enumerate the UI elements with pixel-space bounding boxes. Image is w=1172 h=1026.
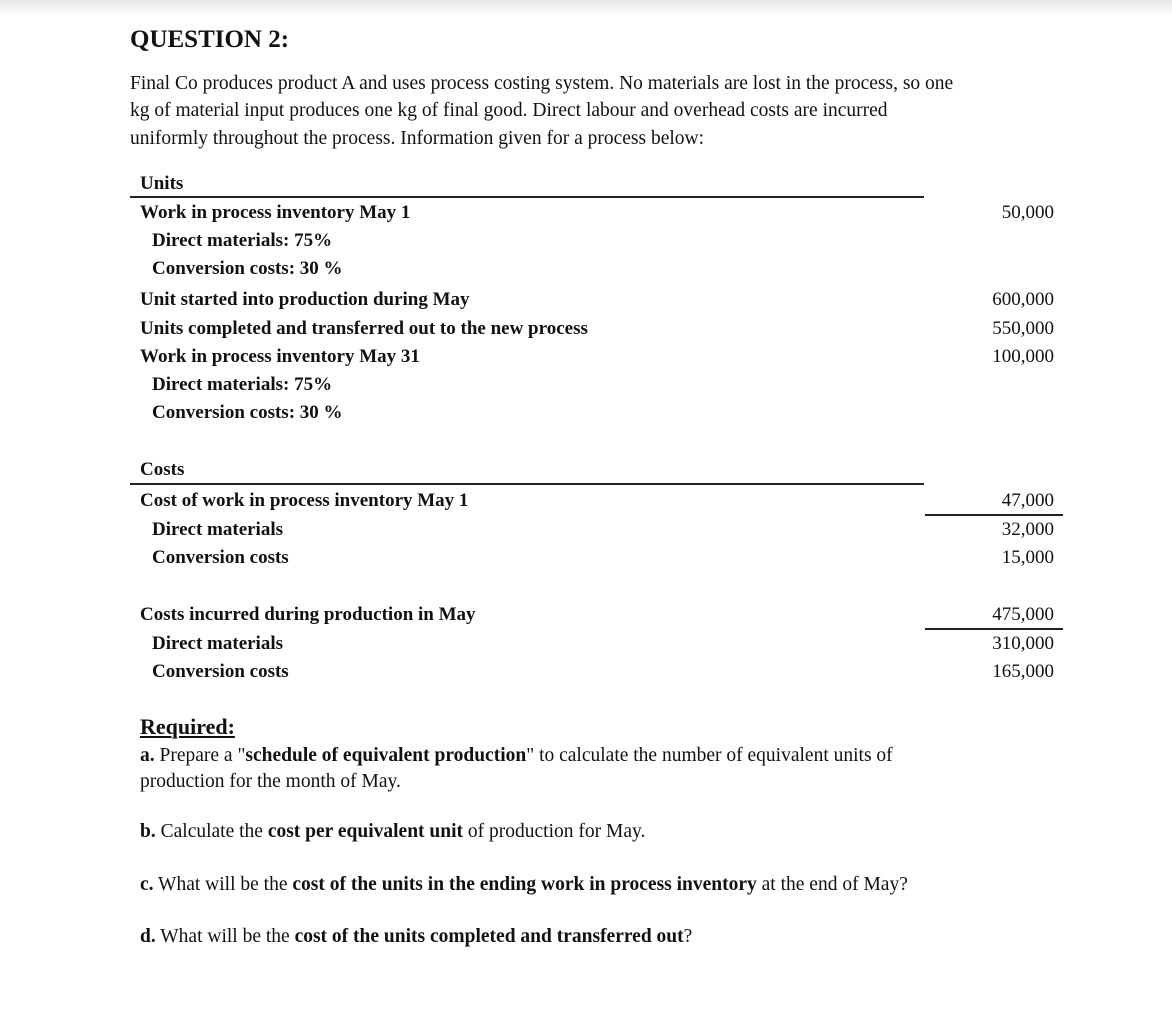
required-d [140, 926, 692, 948]
divider [130, 483, 924, 485]
emphasis: cost of the units in the ending work in process inventory [292, 874, 757, 895]
text: at the end of May? [756, 874, 908, 895]
required-heading: Required: [140, 714, 235, 739]
costs-header: Costs [140, 459, 185, 480]
text: ? [683, 926, 693, 947]
row-label: Direct materials [152, 519, 284, 540]
intro-line: Final Co produces product A and uses process costing system. No materials are lost in the process, so one [130, 73, 954, 94]
value-underline [925, 514, 1063, 516]
row-value: 475,000 [992, 604, 1054, 625]
intro-line: kg of material input produces one kg of final good. Direct labour and overhead costs are incurred [130, 100, 888, 121]
emphasis: schedule of equivalent production [245, 745, 527, 766]
top-bar [0, 0, 1172, 16]
text: Prepare a " [154, 745, 246, 766]
row-label: Work in process inventory May 31 [140, 346, 420, 367]
row-label: Unit started into production during May [140, 289, 470, 310]
required-a-line2: production for the month of May. [140, 771, 401, 792]
row-value: 550,000 [992, 318, 1054, 339]
row-label: Work in process inventory May 1 [140, 202, 411, 223]
item-prefix: c. [140, 874, 154, 895]
emphasis: cost per equivalent unit [267, 821, 464, 842]
row-label: Units completed and transferred out to the new process [140, 318, 588, 339]
row-label: Direct materials [152, 633, 284, 654]
row-label: Conversion costs: 30 % [152, 258, 343, 279]
units-header: Units [140, 173, 184, 194]
row-label: Conversion costs: 30 % [152, 402, 343, 423]
row-label: Direct materials: 75% [152, 230, 333, 251]
item-prefix: a. [140, 745, 155, 766]
question-title: QUESTION 2: [130, 26, 290, 53]
text: What will be the [153, 874, 293, 895]
required-c [140, 874, 908, 896]
text: " to calculate the number of equivalent units of [526, 745, 893, 766]
row-value: 50,000 [1001, 202, 1054, 223]
item-prefix: b. [140, 821, 156, 842]
row-value: 600,000 [992, 289, 1054, 310]
required-b [140, 821, 645, 843]
row-label: Conversion costs [152, 661, 289, 682]
row-label: Direct materials: 75% [152, 374, 333, 395]
required-a [140, 745, 893, 767]
emphasis: cost of the units completed and transferred out [294, 926, 684, 947]
item-prefix: d. [140, 926, 156, 947]
row-value: 15,000 [1001, 547, 1054, 568]
row-label: Conversion costs [152, 547, 289, 568]
row-value: 100,000 [992, 346, 1054, 367]
row-value: 165,000 [992, 661, 1054, 682]
intro-line: uniformly throughout the process. Information given for a process below: [130, 128, 705, 149]
row-value: 32,000 [1001, 519, 1054, 540]
row-label: Cost of work in process inventory May 1 [140, 490, 469, 511]
value-underline [925, 628, 1063, 630]
text: of production for May. [463, 821, 646, 842]
row-value: 47,000 [1001, 490, 1054, 511]
row-label: Costs incurred during production in May [140, 604, 476, 625]
divider [130, 196, 924, 198]
row-value: 310,000 [992, 633, 1054, 654]
text: What will be the [155, 926, 295, 947]
text: Calculate the [155, 821, 268, 842]
